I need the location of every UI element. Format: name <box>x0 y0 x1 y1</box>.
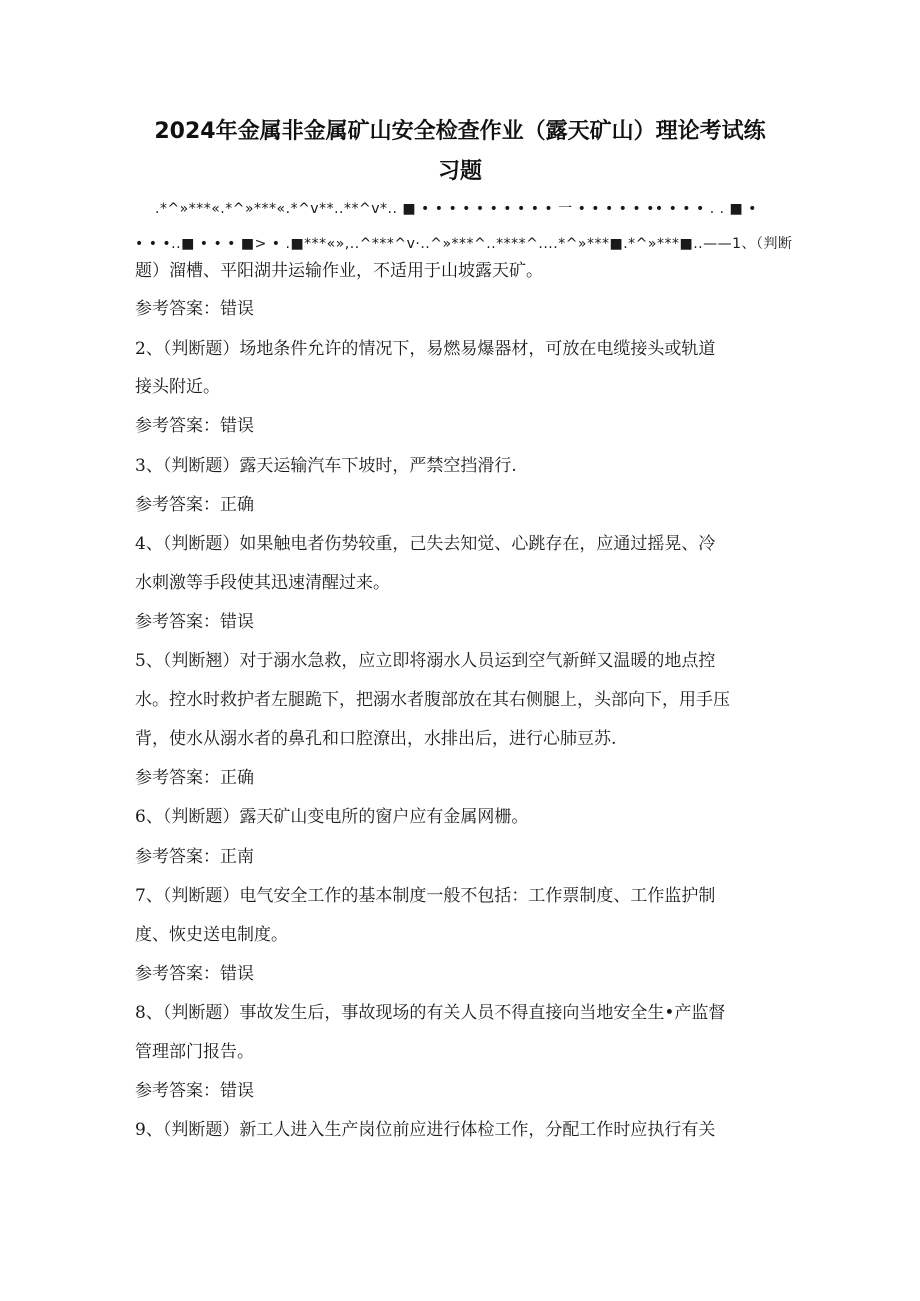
answer-2: 参考答案：错误 <box>135 416 254 436</box>
answer-5: 参考答案：正确 <box>135 768 254 788</box>
toc-line-2: • • •..■ • • • ■> • .■***«»,..^***^v·..^»***^..****^....*^»***■.*^»***■..——1、（判断 <box>135 236 793 252</box>
question-9-line-1: 9、（判断题）新工人进入生产岗位前应进行体检工作，分配工作时应执行有关 <box>135 1120 716 1140</box>
question-8-line-2: 管理部门报告。 <box>135 1042 254 1062</box>
question-2-line-2: 接头附近。 <box>135 377 220 397</box>
document-title-line-2: 习题 <box>437 159 482 184</box>
question-5-line-1: 5、（判断翘）对于溺水急救，应立即将溺水人员运到空气新鲜又温暖的地点控 <box>135 651 716 671</box>
question-7-line-2: 度、恢史送电制度。 <box>135 925 288 945</box>
question-2-line-1: 2、（判断题）场地条件允许的情况下，易燃易爆器材，可放在电缆接头或轨道 <box>135 339 716 359</box>
answer-1: 参考答案：错误 <box>135 299 254 319</box>
answer-7: 参考答案：错误 <box>135 964 254 984</box>
document-title-line-1: 2024年金属非金属矿山安全检查作业（露天矿山）理论考试练 <box>154 119 766 144</box>
question-8-line-1: 8、（判断题）事故发生后，事故现场的有关人员不得直接向当地安全生•产监督 <box>135 1003 726 1023</box>
question-5-line-3: 背，使水从溺水者的鼻孔和口腔潦出，水排出后，进行心肺豆苏. <box>135 729 617 749</box>
question-6-line-1: 6、（判断题）露天矿山变电所的窗户应有金属网栅。 <box>135 807 529 827</box>
question-1-line-2: 题）溜槽、平阳湖井运输作业，不适用于山坡露天矿。 <box>135 261 543 281</box>
answer-8: 参考答案：错误 <box>135 1081 254 1101</box>
question-5-line-2: 水。控水时救护者左腿跪下，把溺水者腹部放在其右侧腿上，头部向下，用手压 <box>135 690 730 710</box>
answer-6: 参考答案：正南 <box>135 847 254 867</box>
toc-line-1: .*^»***«.*^»***«.*^v**..**^v*.. ■ • • • • • • • • • • 一 • • • • • •• • • • . . ■ • <box>155 201 757 217</box>
answer-4: 参考答案：错误 <box>135 612 254 632</box>
question-4-line-2: 水刺激等手段使其迅速清醒过来。 <box>135 573 390 593</box>
question-4-line-1: 4、（判断题）如果触电者伤势较重，己失去知觉、心跳存在，应通过摇晃、冷 <box>135 534 716 554</box>
question-7-line-1: 7、（判断题）电气安全工作的基本制度一般不包括：工作票制度、工作监护制 <box>135 886 716 906</box>
question-3-line-1: 3、（判断题）露天运输汽车下坡时，严禁空挡滑行. <box>135 456 517 476</box>
answer-3: 参考答案：正确 <box>135 495 254 515</box>
